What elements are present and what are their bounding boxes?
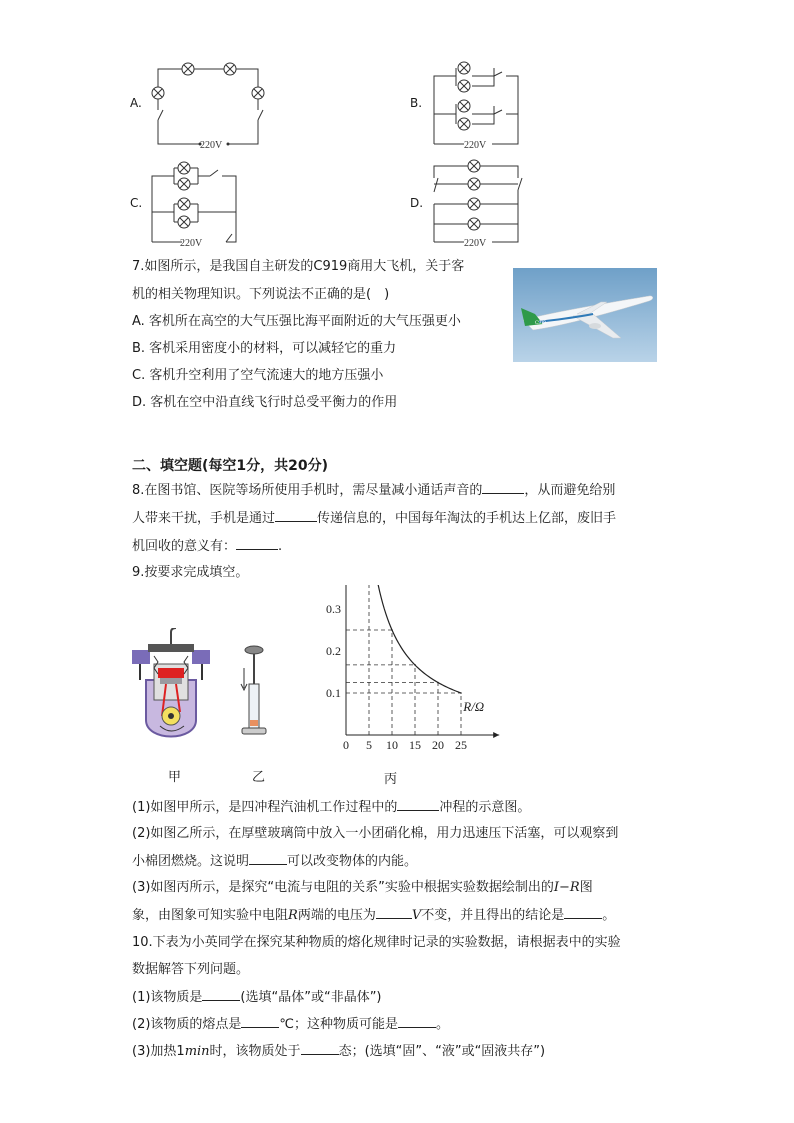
fire-syringe-figure-yi bbox=[236, 644, 272, 740]
section2-heading: 二、填空题(每空1分，共20分) bbox=[132, 458, 329, 474]
data-point bbox=[437, 682, 439, 684]
q7-option-b: B. 客机采用密度小的材料，可以减轻它的重力 bbox=[132, 341, 397, 356]
q9-part2-line2: 小棉团燃烧。这说明 可以改变物体的内能。 bbox=[132, 854, 418, 869]
circuit-d-diagram bbox=[410, 156, 560, 252]
x-tick-label: 20 bbox=[432, 738, 444, 752]
voltage-label: 220V bbox=[200, 140, 223, 151]
answer-blank[interactable] bbox=[202, 988, 240, 1001]
circuit-d bbox=[410, 156, 560, 252]
x-tick-label: 0 bbox=[343, 738, 349, 752]
i-r-graph-bing bbox=[318, 585, 530, 755]
q7-stem-line2: 机的相关物理知识。下列说法不正确的是( ) bbox=[132, 287, 390, 302]
data-point bbox=[460, 692, 462, 694]
x-tick-label: 15 bbox=[409, 738, 421, 752]
q7-option-c: C. 客机升空利用了空气流速大的地方压强小 bbox=[132, 368, 384, 383]
q10-part2: (2)该物质的熔点是 ℃；这种物质可能是 。 bbox=[132, 1017, 450, 1032]
answer-blank[interactable] bbox=[397, 798, 439, 811]
circuit-a bbox=[130, 58, 280, 154]
q8-line3: 机回收的意义有： . bbox=[132, 539, 283, 554]
answer-blank[interactable] bbox=[398, 1015, 436, 1028]
y-tick-label: 0.3 bbox=[326, 602, 341, 616]
circuit-c-diagram bbox=[130, 156, 280, 252]
q10-stem-line2: 数据解答下列问题。 bbox=[132, 962, 250, 977]
circuit-b-diagram bbox=[410, 58, 560, 154]
plane-livery-text: C919 bbox=[535, 321, 546, 326]
circuit-a-diagram bbox=[130, 58, 280, 154]
caption-jia: 甲 bbox=[168, 770, 182, 785]
q8-line1: 8.在图书馆、医院等场所使用手机时，需尽量减小通话声音的 ，从而避免给别 bbox=[132, 483, 616, 498]
answer-blank[interactable] bbox=[564, 906, 602, 919]
option-label-a: A. bbox=[130, 96, 142, 110]
q9-part2-line1: (2)如图乙所示，在厚壁玻璃筒中放入一小团硝化棉，用力迅速压下活塞，可以观察到 bbox=[132, 826, 619, 841]
caption-yi: 乙 bbox=[252, 770, 266, 785]
answer-blank[interactable] bbox=[241, 1015, 279, 1028]
q9-part3-line1: (3)如图丙所示，是探究“电流与电阻的关系”实验中根据实验数据绘制出的I−R图 bbox=[132, 880, 593, 895]
x-axis-arrow bbox=[493, 732, 499, 738]
q7-option-d: D. 客机在空中沿直线飞行时总受平衡力的作用 bbox=[132, 395, 398, 410]
answer-blank[interactable] bbox=[249, 852, 287, 865]
voltage-label: 220V bbox=[464, 238, 487, 249]
answer-blank[interactable] bbox=[236, 537, 278, 550]
y-tick-label: 0.1 bbox=[326, 686, 341, 700]
q10-part1: (1)该物质是 (选填“晶体”或“非晶体”) bbox=[132, 990, 382, 1005]
voltage-label: 220V bbox=[180, 238, 203, 249]
x-tick-label: 5 bbox=[366, 738, 372, 752]
q7-stem-line1: 7.如图所示，是我国自主研发的C919商用大飞机，关于客 bbox=[132, 259, 465, 274]
q9-part1: (1)如图甲所示，是四冲程汽油机工作过程中的 冲程的示意图。 bbox=[132, 800, 531, 815]
x-axis-label: R/Ω bbox=[463, 699, 485, 714]
y-tick-label: 0.2 bbox=[326, 644, 341, 658]
q7-option-a: A. 客机所在高空的大气压强比海平面附近的大气压强更小 bbox=[132, 314, 461, 329]
caption-bing: 丙 bbox=[384, 772, 398, 787]
c919-airplane-image bbox=[513, 268, 657, 362]
q9-part3-line2: 象，由图象可知实验中电阻R两端的电压为 V不变，并且得出的结论是 。 bbox=[132, 908, 616, 923]
q10-part3: (3)加热1min时，该物质处于 态；(选填“固”、“液”或“固液共存”) bbox=[132, 1044, 546, 1059]
circuit-b bbox=[410, 58, 560, 154]
q8-line2: 人带来干扰，手机是通过 传递信息的，中国每年淘汰的手机达上亿部，废旧手 bbox=[132, 511, 617, 526]
answer-blank[interactable] bbox=[275, 509, 317, 522]
data-point bbox=[414, 664, 416, 666]
answer-blank[interactable] bbox=[482, 481, 524, 494]
answer-blank[interactable] bbox=[376, 906, 412, 919]
x-tick-label: 10 bbox=[386, 738, 398, 752]
option-label-c: C. bbox=[130, 196, 143, 210]
voltage-label: 220V bbox=[464, 140, 487, 151]
circuit-c bbox=[130, 156, 280, 252]
q10-stem-line1: 10.下表为小英同学在探究某种物质的熔化规律时记录的实验数据，请根据表中的实验 bbox=[132, 935, 621, 950]
option-label-b: B. bbox=[410, 96, 423, 110]
answer-blank[interactable] bbox=[301, 1042, 339, 1055]
x-tick-label: 25 bbox=[455, 738, 467, 752]
data-point bbox=[391, 629, 393, 631]
engine-figure-jia bbox=[128, 628, 214, 748]
option-label-d: D. bbox=[410, 196, 424, 210]
q9-stem: 9.按要求完成填空。 bbox=[132, 565, 249, 580]
